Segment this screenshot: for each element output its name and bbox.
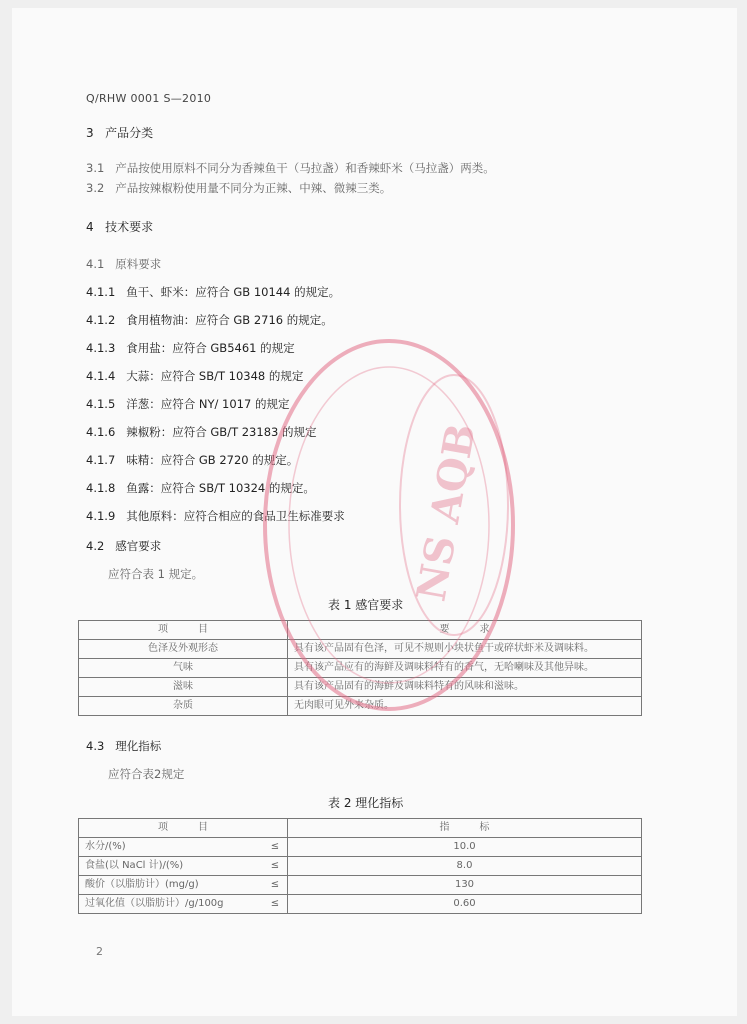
clause-text: 产品按辣椒粉使用量不同分为正辣、中辣、微辣三类。 (115, 181, 392, 195)
table-row (79, 876, 642, 895)
table-cell: 0.60 (288, 895, 642, 914)
official-seal-stamp (258, 335, 520, 715)
table-cell: 具有该产品固有色泽，可见不规则小块状鱼干或碎状虾米及调味料。 (288, 640, 642, 659)
table-cell: ≤ (263, 838, 288, 857)
clause-3-1 (86, 160, 495, 176)
table-cell: 气味 (79, 659, 288, 678)
svg-text:NS AQB: NS AQB (407, 420, 485, 605)
table-cell: 滋味 (79, 678, 288, 697)
table-cell: ≤ (263, 895, 288, 914)
table-cell: ≤ (263, 857, 288, 876)
table-cell: 色泽及外观形态 (79, 640, 288, 659)
table-row (79, 895, 642, 914)
table-cell: 8.0 (288, 857, 642, 876)
document-header: Q/RHW 0001 S—2010 (86, 92, 212, 105)
table-cell: 无肉眼可见外来杂质。 (288, 697, 642, 716)
table-header-cell: 指 标 (288, 819, 642, 838)
table-header-cell: 项 目 (79, 621, 288, 640)
table-cell: 具有该产品固有的海鲜及调味料特有的风味和滋味。 (288, 678, 642, 697)
table-header-cell: 要 求 (288, 621, 642, 640)
clause-text: 产品按使用原料不同分为香辣鱼干（马拉盏）和香辣虾米（马拉盏）两类。 (115, 161, 495, 175)
clause-4-1-6: 4.1.6 辣椒粉：应符合 GB/T 23183 的规定 (86, 425, 317, 439)
section-3-heading (86, 124, 153, 141)
section-4-heading (86, 218, 153, 235)
clause-4-2-text: 应符合表 1 规定。 (108, 567, 204, 581)
clause-number: 3.1 (86, 161, 105, 175)
clause-number: 4.1 (86, 257, 105, 271)
section-number: 3 (86, 126, 94, 140)
clause-number: 3.2 (86, 181, 105, 195)
clause-title: 原料要求 (115, 257, 162, 271)
table-cell: 具有该产品应有的海鲜及调味料特有的香气，无哈喇味及其他异味。 (288, 659, 642, 678)
clause-4-1-3: 4.1.3 食用盐：应符合 GB5461 的规定 (86, 341, 295, 355)
section-title: 技术要求 (105, 220, 154, 234)
table2-caption: 表 2 理化指标 (328, 796, 404, 810)
clause-4-2-heading: 4.2 感官要求 (86, 539, 162, 553)
table-header-cell: 项 目 (79, 819, 288, 838)
table1-caption: 表 1 感官要求 (328, 598, 404, 612)
table-cell: 食盐(以 NaCl 计)/(%) (79, 857, 264, 876)
clause-4-1-8: 4.1.8 鱼露：应符合 SB/T 10324 的规定。 (86, 481, 315, 495)
table-row (79, 857, 642, 876)
clause-4-3-text: 应符合表2规定 (108, 767, 185, 781)
table-cell: 酸价（以脂肪计）(mg/g) (79, 876, 264, 895)
clause-4-1-7: 4.1.7 味精：应符合 GB 2720 的规定。 (86, 453, 299, 467)
table-row (79, 838, 642, 857)
clause-4-1-1: 4.1.1 鱼干、虾米：应符合 GB 10144 的规定。 (86, 285, 341, 299)
table-cell: 10.0 (288, 838, 642, 857)
clause-4-3-heading: 4.3 理化指标 (86, 739, 162, 753)
section-title: 产品分类 (105, 126, 154, 140)
page-number: 2 (96, 945, 103, 958)
clause-4-1-5: 4.1.5 洋葱：应符合 NY/ 1017 的规定 (86, 397, 290, 411)
table-cell: ≤ (263, 876, 288, 895)
clause-4-1-heading (86, 256, 161, 272)
table-header-row (79, 819, 642, 838)
clause-4-1-4: 4.1.4 大蒜：应符合 SB/T 10348 的规定 (86, 369, 304, 383)
clause-4-1-2: 4.1.2 食用植物油：应符合 GB 2716 的规定。 (86, 313, 333, 327)
clause-4-1-9: 4.1.9 其他原料：应符合相应的食品卫生标准要求 (86, 509, 345, 523)
table-cell: 水分/(%) (79, 838, 264, 857)
physicochemical-indicators-table (78, 818, 642, 914)
table-cell: 杂质 (79, 697, 288, 716)
clause-3-2 (86, 180, 391, 196)
section-number: 4 (86, 220, 94, 234)
table-cell: 130 (288, 876, 642, 895)
table-cell: 过氧化值（以脂肪计）/g/100g (79, 895, 264, 914)
